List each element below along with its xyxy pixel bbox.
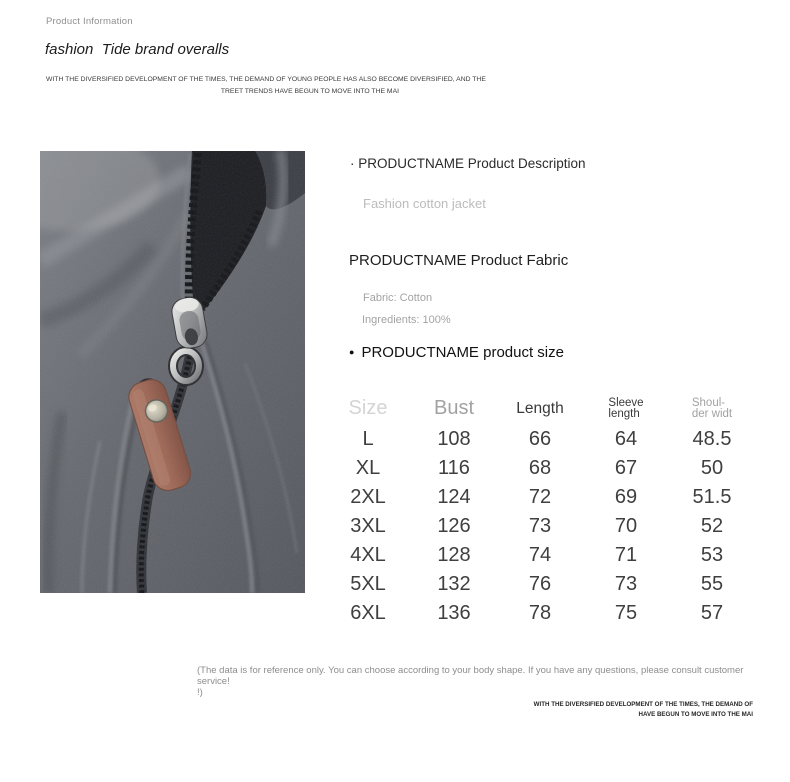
bust-cell: 126: [437, 515, 471, 537]
header-line: length: [608, 407, 640, 420]
column-header-shoulder-width: [669, 392, 755, 425]
disclaimer-text: [197, 665, 777, 698]
header-line: Shoul-: [691, 397, 726, 409]
disclaimer-line: !): [197, 687, 203, 698]
shoulder-cell: 53: [700, 544, 724, 566]
footer-tagline: [453, 700, 753, 720]
length-cell: 74: [528, 544, 552, 566]
disclaimer-line: (The data is for reference only. You can choose according to your body shape. If you have any questions, please consult customer service!: [197, 665, 744, 687]
bullet-icon: ●: [349, 347, 355, 357]
tagline-line: HAVE BEGUN TO MOVE INTO THE MAI: [638, 711, 753, 718]
size-cell: L: [362, 428, 374, 450]
length-cell: 68: [528, 457, 552, 479]
column-header-size: Size: [348, 397, 388, 419]
length-cell: 66: [528, 428, 552, 450]
size-table: [325, 392, 755, 628]
size-cell: 2XL: [350, 486, 386, 508]
column-header-sleeve-length: [583, 392, 669, 425]
sleeve-cell: 64: [614, 428, 638, 450]
shoulder-cell: 50: [700, 457, 724, 479]
header-line: der widt: [691, 407, 733, 420]
sleeve-cell: 69: [614, 486, 638, 508]
sleeve-cell: 70: [614, 515, 638, 537]
fabric-heading: PRODUCTNAME Product Fabric: [349, 252, 569, 269]
intro-text: [46, 74, 486, 97]
bust-cell: 116: [438, 457, 470, 479]
bust-cell: 124: [437, 486, 471, 508]
fabric-ingredients: Ingredients: 100%: [362, 314, 451, 326]
tagline-line: WITH THE DIVERSIFIED DEVELOPMENT OF THE TIMES, THE DEMAND OF: [533, 701, 753, 708]
sleeve-cell: 67: [614, 457, 638, 479]
shoulder-cell: 51.5: [692, 486, 732, 508]
sleeve-cell: 73: [614, 573, 638, 595]
description-value: Fashion cotton jacket: [363, 196, 486, 211]
shoulder-cell: 52: [700, 515, 724, 537]
length-cell: 78: [528, 602, 552, 624]
fabric-material: Fabric: Cotton: [363, 292, 433, 304]
description-heading: · PRODUCTNAME Product Description: [350, 156, 586, 171]
size-heading: [349, 344, 564, 361]
size-cell: 3XL: [350, 515, 386, 537]
length-cell: 72: [528, 486, 552, 508]
page-eyebrow: Product Information: [46, 16, 133, 27]
shoulder-cell: 55: [700, 573, 724, 595]
length-cell: 76: [528, 573, 552, 595]
sleeve-cell: 75: [614, 602, 638, 624]
bust-cell: 128: [437, 544, 471, 566]
column-header-bust: Bust: [433, 397, 475, 419]
bust-cell: 132: [437, 573, 471, 595]
bust-cell: 136: [437, 602, 471, 624]
jacket-zipper-photo: [40, 151, 305, 593]
product-photo: [40, 151, 305, 593]
header-line: Sleeve: [608, 397, 644, 409]
length-cell: 73: [528, 515, 552, 537]
sleeve-cell: 71: [614, 544, 638, 566]
size-heading-label: PRODUCTNAME product size: [361, 344, 564, 361]
page-title: fashion Tide brand overalls: [45, 41, 230, 58]
size-cell: 6XL: [350, 602, 386, 624]
bust-cell: 108: [437, 428, 471, 450]
size-cell: XL: [355, 457, 381, 479]
intro-line: WITH THE DIVERSIFIED DEVELOPMENT OF THE TIMES, THE DEMAND OF YOUNG PEOPLE HAS ALSO BECOME DIVERSIFIED, AND THE: [46, 76, 486, 83]
shoulder-cell: 57: [700, 602, 724, 624]
size-cell: 5XL: [350, 573, 386, 595]
shoulder-cell: 48.5: [692, 428, 732, 450]
fabric-grain: [40, 151, 305, 593]
size-cell: 4XL: [350, 544, 386, 566]
column-header-length: Length: [516, 399, 564, 417]
intro-line: TREET TRENDS HAVE BEGUN TO MOVE INTO THE MAI: [220, 87, 399, 95]
